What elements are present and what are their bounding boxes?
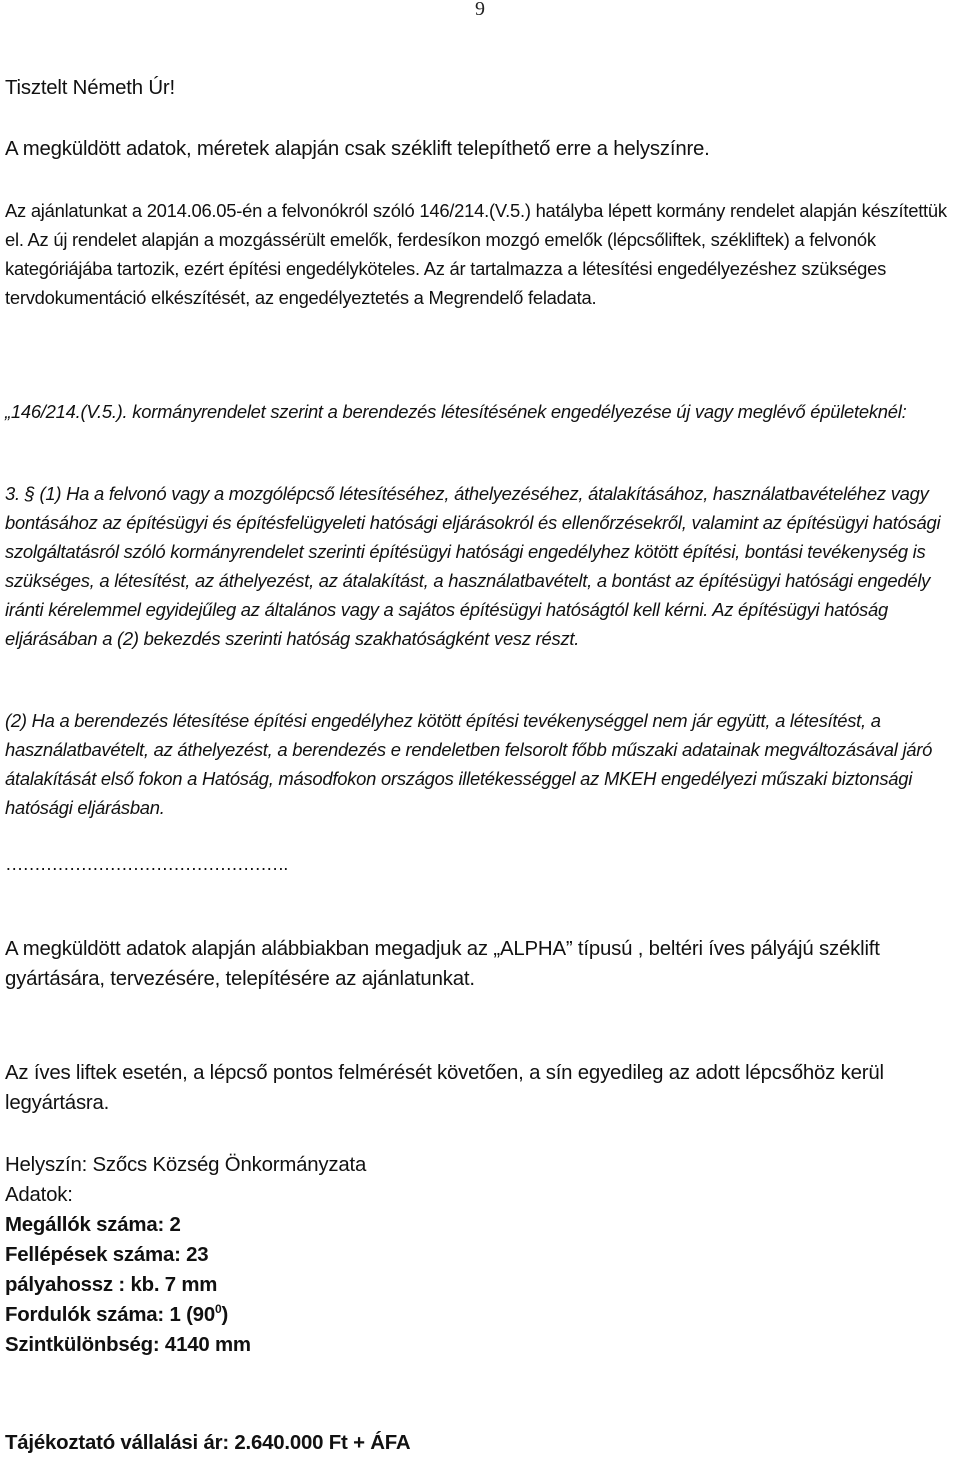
stops-line: Megállók száma: 2 xyxy=(5,1214,181,1236)
law-para2-block xyxy=(5,706,956,822)
law-paragraph-2: (2) Ha a berendezés létesítése építési engedélyhez kötött építési tevékenységgel nem jár együtt, a létesítést, a használatbavételt, az áthelyezést, a berendezés e rendeletben felsorolt főbb műszaki adatainak megváltozásával járó átalakítását első fokon a Hatóság, másodfokon országos illetékességgel az MKEH engedélyezi műszaki biztonsági hatósági eljárásban. xyxy=(5,710,933,818)
page-number: 9 xyxy=(475,0,485,20)
law-heading-block xyxy=(5,397,956,426)
turns-degree: 0 xyxy=(214,1302,222,1317)
paragraph1-block xyxy=(5,196,960,312)
offer-block xyxy=(5,934,956,994)
curve-block xyxy=(5,1058,960,1118)
curve-text: Az íves liftek esetén, a lépcső pontos felmérését követően, a sín egyedileg az adott lépcsőhöz kerül legyártásra. xyxy=(5,1062,884,1114)
details-block xyxy=(5,1150,956,1360)
track-length-line: pályahossz : kb. 7 mm xyxy=(5,1274,218,1296)
turns-line xyxy=(5,1300,956,1330)
turns-suffix: ) xyxy=(221,1304,229,1326)
greeting-block xyxy=(5,73,956,103)
intro-block xyxy=(5,134,956,164)
price-block xyxy=(5,1428,956,1458)
ellipsis-block xyxy=(5,849,956,878)
price-line: Tájékoztató vállalási ár: 2.640.000 Ft + ÁFA xyxy=(5,1432,411,1454)
law-para1-block xyxy=(5,479,956,653)
ellipsis-separator: …………………………………………. xyxy=(5,853,288,874)
steps-line: Fellépések száma: 23 xyxy=(5,1244,209,1266)
height-diff-line: Szintkülönbség: 4140 mm xyxy=(5,1334,251,1356)
greeting: Tisztelt Németh Úr! xyxy=(5,77,175,99)
offer-text: A megküldött adatok alapján alábbiakban megadjuk az „ALPHA” típusú , beltéri íves pályájú széklift gyártására, tervezésére, telepítésére az ajánlatunkat. xyxy=(5,938,880,990)
law-paragraph-1: 3. § (1) Ha a felvonó vagy a mozgólépcső létesítéséhez, áthelyezéséhez, átalakításához, használatbavételéhez vagy bontásához az építésügyi és építésfelügyeleti hatósági eljárásokról és ellenőrzésekről, valamint az építésügyi hatósági szolgáltatásról szóló kormányrendelet szerinti építésügyi hatósági engedélyhez kötött építési, bontási tevékenység is szükséges, a létesítést, az áthelyezést, az átalakítást, a használatbavételt, a bontást az építésügyi hatósági engedély iránti kérelemmel egyidejűleg az általános vagy a sajátos építésügyi hatóságtól kell kérni. Az építésügyi hatóság eljárásában a (2) bekezdés szerinti hatóság szakhatóságként vesz részt. xyxy=(5,483,941,649)
turns-prefix: Fordulók száma: 1 (90 xyxy=(5,1304,215,1326)
paragraph1-text: Az ajánlatunkat a 2014.06.05-én a felvonókról szóló 146/214.(V.5.) hatályba lépett kormány rendelet alapján készítettük el. Az új rendelet alapján a mozgássérült emelők, ferdesíkon mozgó emelők (lépcsőliftek, székliftek) a felvonók kategóriájába tartozik, ezért építési engedélyköteles. Az ár tartalmazza a létesítési engedélyezéshez szükséges tervdokumentáció elkészítését, az engedélyeztetés a Megrendelő feladata. xyxy=(5,200,947,308)
law-heading: „146/214.(V.5.). kormányrendelet szerint a berendezés létesítésének engedélyezése új vagy meglévő épületeknél: xyxy=(5,401,907,422)
data-label: Adatok: xyxy=(5,1184,73,1206)
intro-text: A megküldött adatok, méretek alapján csak széklift telepíthető erre a helyszínre. xyxy=(5,138,710,160)
location-line: Helyszín: Szőcs Község Önkormányzata xyxy=(5,1154,367,1176)
